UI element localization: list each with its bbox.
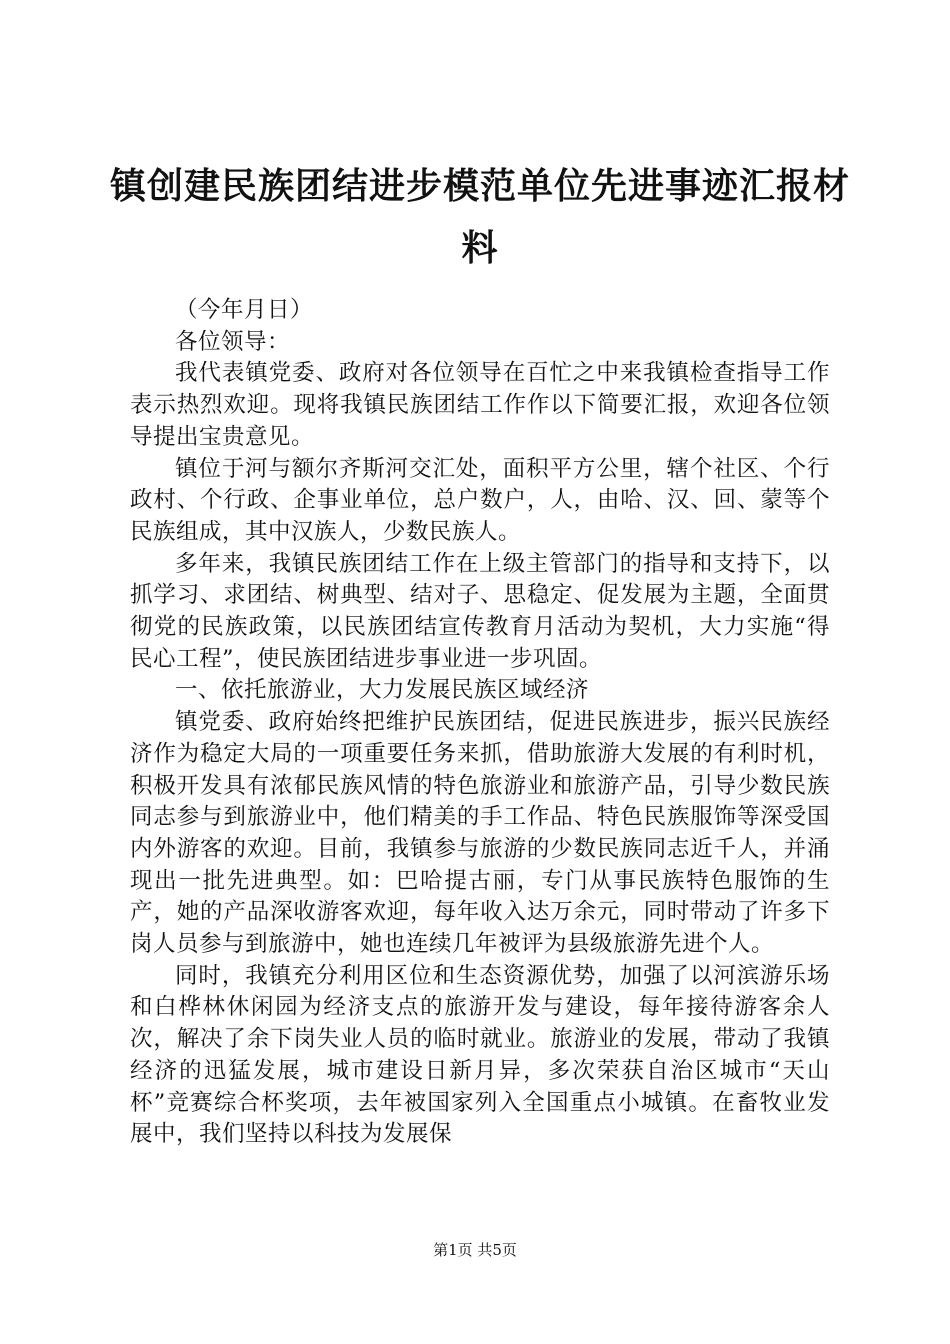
- salutation: 各位领导：: [175, 328, 291, 355]
- body-paragraph: 多年来，我镇民族团结工作在上级主管部门的指导和支持下，以抓学习、求团结、树典型、结对子、思稳定、促发展为主题，全面贯彻党的民族政策，以民族团结宣传教育月活动为契机，大力实施“得民心工程”，使民族团结进步事业进一步巩固。: [130, 550, 830, 672]
- document-body: [130, 295, 830, 1151]
- body-paragraph: 镇党委、政府始终把维护民族团结，促进民族进步，振兴民族经济作为稳定大局的一项重要任务来抓，借助旅游大发展的有利时机，积极开发具有浓郁民族风情的特色旅游业和旅游产品，引导少数民族同志参与到旅游业中，他们精美的手工作品、特色民族服饰等深受国内外游客的欢迎。目前，我镇参与旅游的少数民族同志近千人，并涌现出一批先进典型。如：巴哈提古丽，专门从事民族特色服饰的生产，她的产品深收游客欢迎，每年收入达万余元，同时带动了许多下岗人员参与到旅游中，她也连续几年被评为县级旅游先进个人。: [130, 709, 830, 958]
- section-heading: 一、依托旅游业，大力发展民族区域经济: [175, 677, 590, 704]
- body-paragraph: 我代表镇党委、政府对各位领导在百忙之中来我镇检查指导工作表示热烈欢迎。现将我镇民族团结工作作以下简要汇报，欢迎各位领导提出宝贵意见。: [130, 360, 830, 450]
- body-paragraph: 同时，我镇充分利用区位和生态资源优势，加强了以河滨游乐场和白桦林休闲园为经济支点的旅游开发与建设，每年接待游客余人次，解决了余下岗失业人员的临时就业。旅游业的发展，带动了我镇经济的迅猛发展，城市建设日新月异，多次荣获自治区城市“天山杯”竞赛综合杯奖项，去年被国家列入全国重点小城镇。在畜牧业发展中，我们坚持以科技为发展保: [130, 962, 830, 1148]
- document-title: 镇创建民族团结进步模范单位先进事迹汇报材料: [110, 166, 851, 269]
- date-line: （今年月日）: [175, 297, 314, 323]
- page-footer: 第1页 共5页: [433, 1241, 517, 1259]
- body-paragraph: 镇位于河与额尔齐斯河交汇处，面积平方公里，辖个社区、个行政村、个行政、企事业单位，总户数户，人，由哈、汉、回、蒙等个民族组成，其中汉族人，少数民族人。: [130, 455, 830, 545]
